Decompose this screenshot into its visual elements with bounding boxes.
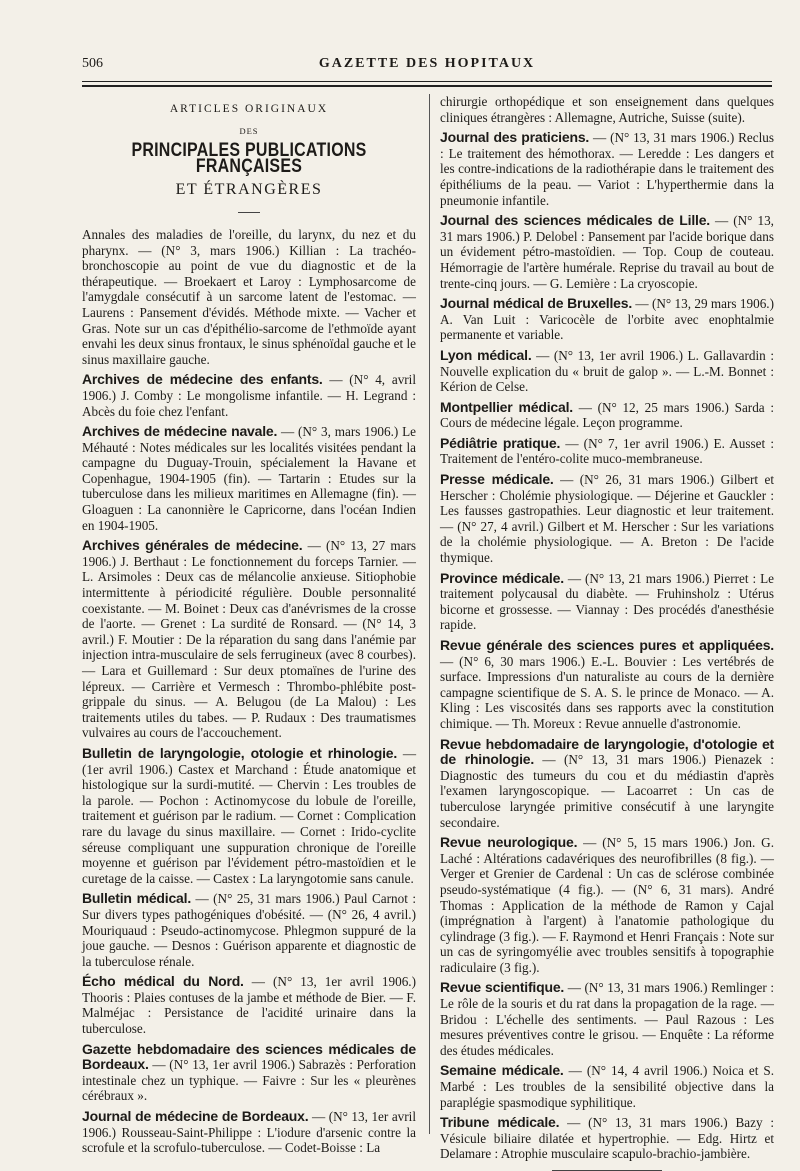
entry-body: — (N° 13, 1er avril 1906.) Sabrazès : Perforation intestinale chez un typhique. — Faivre : Sur les « pleurènes cérébraux ». (82, 1057, 416, 1104)
journal-name: Province médicale. (440, 569, 564, 586)
header-rule (82, 81, 772, 82)
publication-entry (440, 1115, 774, 1162)
entry-body: — (N° 13, 31 mars 1906.) Pienazek : Diagnostic des tumeurs du cou et du médiastin d'après l'examen laryngoscopique. — Lacoarret : Un cas de tuberculose laryngée primitive consécutif à une laryngite secondaire. (440, 752, 775, 830)
entry-body: — (N° 13, 1er avril 1906.) Thooris : Plaies contuses de la jambe et méthode de Bier. — F. Malméjac : Persistance de l'acidité urinaire dans la tuberculose. (82, 974, 416, 1037)
entry-body: — (1er avril 1906.) Castex et Marchand : Étude anatomique et histologique sur la surdi-mutité. — Chervin : Les troubles de la parole. — Pochon : Actinomycose du lobule de l'oreille, traitement et guérison par le radium. — Cornet : Complication rare du lavage du sinus maxillaire. — Cornet : Irido-cyclite séreuse compliquant une suppuration chronique de l'oreille moyenne et guérison par l'évidement pétro-mastoïdien et le curetage de la caisse. — Castex : La laryngotomie sans canule. (82, 745, 416, 886)
journal-name: Presse médicale. (440, 471, 554, 488)
section-title-main: PRINCIPALES PUBLICATIONS FRANÇAISES (131, 140, 367, 177)
journal-name: Bulletin médical. (82, 890, 192, 907)
entry-body: Annales des maladies de l'oreille, du larynx, du nez et du pharynx. — (N° 3, mars 1906.) Killian : La trachéo-bronchoscopie au point de vue du diagnostic et de la thérapeutique. — Broekaert et Laroy : Lymphosarcome de l'amygdale consécutif à un sarcome latent de l'estomac. — Laurens : Pansement d'évidés. Méthode mixte. — Vacher et Gras. Note sur un cas d'épithélio-sarcome de l'ethmoïde ayant envahi les deux sinus frontaux, le sinus sphénoïdal gauche et le sinus maxillaire gauche. (82, 226, 416, 367)
journal-name: Revue hebdomadaire de laryngologie, d'otologie et de rhinologie. (440, 735, 774, 768)
entry-body: — (N° 13, 27 mars 1906.) J. Berthaut : Le fonctionnement du forceps Tarnier. — L. Arsimoles : Deux cas de mélancolie anxieuse. Sitiophobie intermittente à périodicité régulière. Double personnalité coexistante. — M. Boinet : Deux cas d'anévrismes de la crosse de l'aorte. — Grenet : La surdité de Ronsard. — (N° 14, 3 avril.) F. Moutier : De la réparation du sang dans l'anémie par injection intra-musculaire de sels ferrugineux (avec 8 courbes). — Lara et Guillemard : Sur deux ptomaïnes de l'urine des lépreux. — Carrière et Vermesch : Thrombo-phlébite post-grippale du sinus. — A. Belugou (de La Malou) : Les traitements utiles du tabes. — P. Rudaux : Des traumatismes vulvaires au cours de l'accouchement. (82, 538, 416, 741)
journal-name: Montpellier médical. (440, 398, 573, 415)
entry-body: — (N° 13, 31 mars 1906.) P. Delobel : Pansement par l'acide borique dans un évidement pétro-mastoïdien. — Top. Coup de couteau. Hémorragie de l'artère humérale. Reprise du travail au bout de trente-cinq jours. — G. Lemière : La cryoscopie. (440, 213, 774, 291)
publication-entry (82, 891, 416, 969)
journal-name: Semaine médicale. (440, 1062, 564, 1079)
publication-entry (440, 571, 774, 633)
journal-name: Revue neurologique. (440, 834, 578, 851)
publication-entry (440, 94, 774, 125)
publication-entry (82, 974, 416, 1036)
section-heading: ARTICLES ORIGINAUX (169, 103, 329, 115)
journal-name: Journal médical de Bruxelles. (440, 295, 633, 312)
journal-name: Revue scientifique. (440, 979, 565, 996)
journal-name: Gazette hebdomadaire des sciences médicales de Bordeaux. (82, 1040, 416, 1073)
entry-body: — (N° 25, 31 mars 1906.) Paul Carnot : Sur divers types pathogéniques d'obésité. — (N° 26, 4 avril.) Mouriquaud : Pseudo-actinomycose. Phlegmon suppuré de la joue gauche. — Desnos : Guérison apparente et diagnostic de la tuberculose rénale. (82, 891, 416, 969)
entry-body: — (N° 5, 15 mars 1906.) Jon. G. Laché : Altérations cadavériques des neurofibrilles (8 fig.). — Verger et Grenier de Cardenal : Un cas de sclérose combinée pseudo-systématique (4 fig.). — (N° 6, 31 mars). André Thomas : Application de la méthode de Ramon y Cajal (imprégnation à l'argent) à l'anatomie pathologique du cylindrage (3 fig.). — F. Raymond et Henri Français : Note sur un cas de syringomyélie avec troubles sensitifs à topographie radiculaire (3 fig.). (440, 835, 774, 975)
publication-entry (82, 1042, 416, 1104)
running-title: GAZETTE DES HOPITAUX (318, 56, 536, 71)
journal-name: Archives de médecine des enfants. (82, 371, 323, 388)
column-divider (429, 94, 430, 1134)
publication-entry (82, 424, 416, 533)
journal-name: Journal des praticiens. (440, 129, 590, 146)
title-rule (238, 212, 260, 213)
publication-entry (440, 980, 774, 1058)
publication-entry (82, 538, 416, 741)
entry-body: — (N° 13, 1er avril 1906.) Rousseau-Saint-Philippe : L'iodure d'arsenic contre la scrofule et la scrofulo-tuberculose. — Codet-Boisse : La (82, 1109, 416, 1156)
entry-body: — (N° 13, 29 mars 1906.) A. Van Luit : Varicocèle de l'orbite avec enophtalmie permanente et variable. (440, 296, 774, 343)
journal-name: Bulletin de laryngologie, otologie et rhinologie. (82, 744, 398, 761)
publication-entry (440, 472, 774, 566)
entry-body: — (N° 13, 31 mars 1906.) Reclus : Le traitement des hémothorax. — Leredde : Les dangers et les contre-indications de la radiothérapie dans le traitement des épithéliums de la peau. — Variot : L'hyperthermie dans la pneumonie infantile. (440, 130, 774, 208)
section-title-sub: ET ÉTRANGÈRES (175, 181, 323, 199)
publication-entry (82, 1109, 416, 1156)
header-rule-thick (82, 85, 772, 87)
journal-name: Lyon médical. (440, 346, 532, 363)
publication-entry (440, 737, 774, 831)
publication-entry (82, 746, 416, 886)
entry-body: — (N° 6, 30 mars 1906.) E.-L. Bouvier : Les vertébrés de surface. Impressions d'un naturaliste au cours de la dernière campagne scientifique de S. A. S. le prince de Monaco. — A. Kling : Les viscosités dans ses rapports avec la constitution chimique. — Th. Moreux : Revue annuelle d'astronomie. (440, 653, 774, 731)
entry-body: — (N° 13, 31 mars 1906.) Remlinger : Le rôle de la souris et du rat dans la propagation de la rage. — Bridou : L'échelle des sentiments. — Paul Razous : Les mesures préventives contre le grisou. — Enquête : La réforme des études médicales. (440, 980, 775, 1058)
journal-name: Revue générale des sciences pures et appliquées. (440, 637, 774, 653)
entry-body: — (N° 3, mars 1906.) Le Méhauté : Notes médicales sur les localités visitées pendant la campagne du Duguay-Trouin, spécialement la Havane et Copenhague, 1904-1905 (fin). — Tartarin : Etudes sur la tuberculose dans les milieux maritimes en Allemagne (fin). — Gloaguen : La canonnière le Capricorne, dans l'océan Indien en 1904-1905. (82, 424, 416, 533)
entry-body: — (N° 12, 25 mars 1906.) Sarda : Cours de médecine légale. Leçon programme. (440, 399, 775, 431)
publication-entry (440, 835, 774, 975)
publication-entry (82, 372, 416, 419)
entry-body: — (N° 14, 4 avril 1906.) Noica et S. Marbé : Les troubles de la sensibilité objective dans la paraplégie spasmodique syphilitique. (440, 1063, 774, 1110)
journal-name: Archives générales de médecine. (82, 537, 303, 554)
journal-name: Tribune médicale. (440, 1114, 560, 1131)
entry-body: — (N° 13, 1er avril 1906.) L. Gallavardin : Nouvelle explication du « bruit de galop ». — L.-M. Bonnet : Kérion de Celse. (440, 347, 774, 395)
entry-body: — (N° 4, avril 1906.) J. Comby : Le mongolisme infantile. — H. Legrand : Abcès du foie chez l'enfant. (82, 372, 417, 419)
right-entries (440, 94, 774, 1162)
journal-name: Écho médical du Nord. (82, 973, 244, 990)
publication-entry (82, 227, 416, 367)
publication-entry (440, 348, 774, 395)
journal-name: Archives de médecine navale. (82, 423, 278, 440)
journal-name: Journal de médecine de Bordeaux. (82, 1108, 309, 1125)
section-des: DES (239, 125, 259, 136)
entry-body: chirurgie orthopédique et son enseignement dans quelques cliniques étrangères : Allemagne, Autriche, Suisse (suite). (440, 94, 774, 125)
entry-body: — (N° 13, 21 mars 1906.) Pierret : Le traitement polycausal du diabète. — Fruhinsholz : Utérus bicorne et grossesse. — Viannay : Des procédés d'anesthésie rapide. (440, 570, 774, 633)
publication-entry (440, 1063, 774, 1110)
publication-entry (440, 638, 774, 732)
publication-entry (440, 130, 774, 208)
right-column (440, 94, 774, 1171)
entry-body: — (N° 13, 31 mars 1906.) Bazy : Vésicule biliaire dilatée et hypertrophie. — Edg. Hirtz et Delamare : Atrophie musculaire scapulo-brachio-jambière. (440, 1115, 774, 1162)
entry-body: — (N° 7, 1er avril 1906.) E. Ausset : Traitement de l'entéro-colite muco-membraneuse. (440, 435, 774, 467)
page-number: 506 (82, 56, 103, 71)
publication-entry (440, 213, 774, 291)
page-header (82, 56, 772, 78)
entry-body: — (N° 26, 31 mars 1906.) Gilbert et Herscher : Cholémie physiologique. — Déjerine et Gauckler : Les fausses gastropathies. Leur diagnostic et leur traitement. — (N° 27, 4 avril.) Gilbert et M. Herscher : Sur les variations de la cholémie physiologique. — A. Breton : De l'acide thymique. (440, 472, 774, 566)
publication-entry (440, 400, 774, 431)
publication-entry (440, 436, 774, 467)
publication-entry (440, 296, 774, 343)
journal-name: Pédiâtrie pratique. (440, 434, 561, 451)
journal-name: Journal des sciences médicales de Lille. (440, 212, 710, 229)
left-entries (82, 227, 416, 1156)
left-column (82, 94, 416, 1161)
